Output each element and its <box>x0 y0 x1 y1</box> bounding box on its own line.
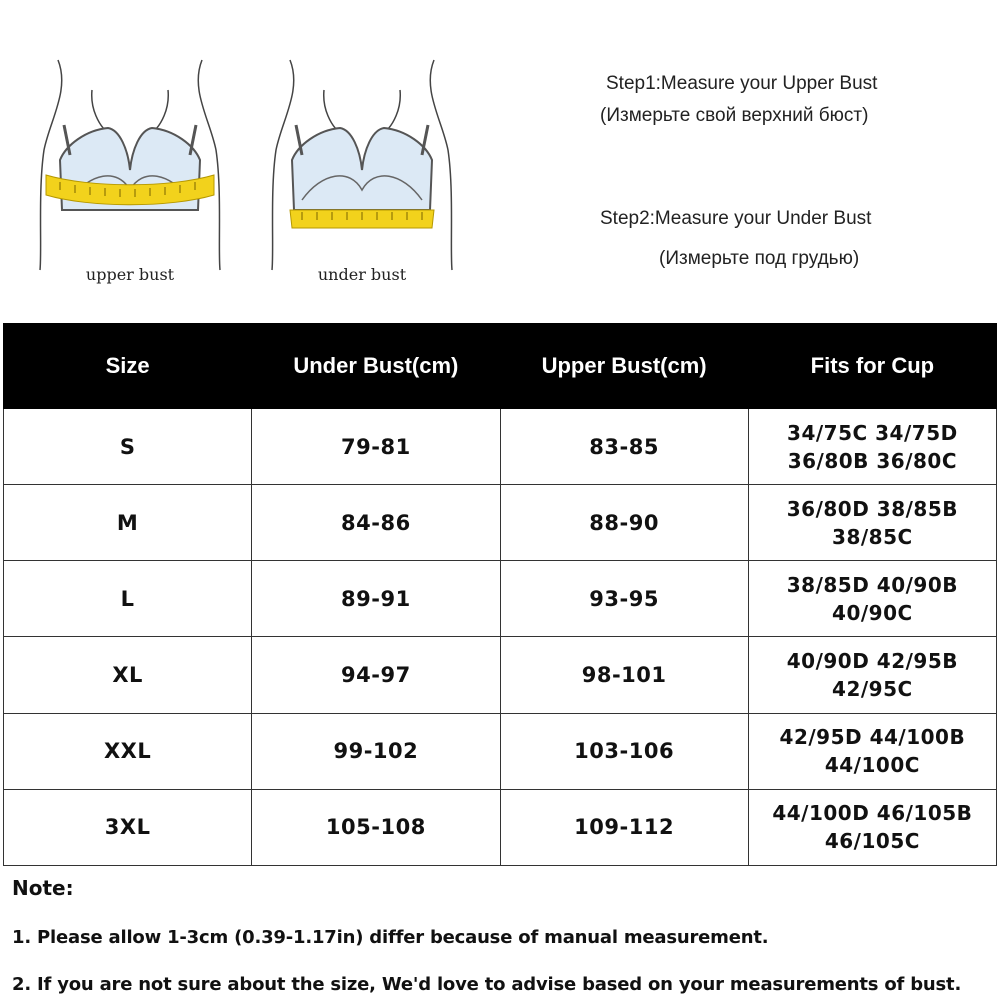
fit-line-1: 44/100D 46/105B <box>772 801 973 826</box>
size-cell: 3XL <box>4 789 252 865</box>
fits-for-cup-cell <box>748 713 996 789</box>
step2-text: Step2:Measure your Under Bust <box>600 208 872 229</box>
under-bust-cell: 105-108 <box>252 789 500 865</box>
fit-line-1: 40/90D 42/95B <box>786 649 958 674</box>
header-fits-for-cup: Fits for Cup <box>748 324 996 409</box>
table-row <box>4 789 997 865</box>
fits-for-cup-cell <box>748 561 996 637</box>
fits-for-cup-cell <box>748 637 996 713</box>
size-cell: S <box>4 409 252 485</box>
under-bust-illustration <box>262 50 462 290</box>
fit-line-1: 42/95D 44/100B <box>779 725 966 750</box>
size-cell: M <box>4 485 252 561</box>
table-row <box>4 561 997 637</box>
fit-line-1: 34/75C 34/75D <box>787 420 958 445</box>
fit-line-2: 46/105C <box>824 829 920 854</box>
under-bust-cell: 84-86 <box>252 485 500 561</box>
upper-bust-cell: 98-101 <box>500 637 748 713</box>
size-cell: L <box>4 561 252 637</box>
step1-text: Step1:Measure your Upper Bust <box>606 73 878 94</box>
step1-russian-text: (Измерьте свой верхний бюст) <box>600 105 869 126</box>
note-line-2: 2. If you are not sure about the size, We'd love to advise based on your measurements of bust. <box>12 974 962 995</box>
fit-line-2: 44/100C <box>824 753 920 778</box>
upper-bust-cell: 109-112 <box>500 789 748 865</box>
upper-bust-drawing <box>30 50 230 290</box>
under-bust-cell: 79-81 <box>252 409 500 485</box>
header-size: Size <box>4 324 252 409</box>
upper-bust-cell: 88-90 <box>500 485 748 561</box>
table-row <box>4 637 997 713</box>
upper-bust-cell: 103-106 <box>500 713 748 789</box>
upper-bust-cell: 93-95 <box>500 561 748 637</box>
fits-for-cup-cell <box>748 789 996 865</box>
under-bust-drawing <box>262 50 462 290</box>
fit-line-2: 42/95C <box>832 677 913 702</box>
note-title: Note: <box>12 876 74 900</box>
size-cell: XXL <box>4 713 252 789</box>
size-chart-table <box>3 323 997 866</box>
fit-line-1: 38/85D 40/90B <box>786 572 958 597</box>
table-header-row <box>4 324 997 409</box>
fits-for-cup-cell <box>748 485 996 561</box>
upper-bust-cell: 83-85 <box>500 409 748 485</box>
upper-bust-illustration <box>30 50 230 290</box>
table-row <box>4 409 997 485</box>
fit-line-2: 40/90C <box>832 600 913 625</box>
fit-line-2: 38/85C <box>832 524 913 549</box>
header-upper-bust: Upper Bust(cm) <box>500 324 748 409</box>
note-line-1: 1. Please allow 1-3cm (0.39-1.17in) differ because of manual measurement. <box>12 927 769 948</box>
table-row <box>4 713 997 789</box>
step2-russian-text: (Измерьте под грудью) <box>659 248 860 269</box>
under-bust-cell: 99-102 <box>252 713 500 789</box>
table-row <box>4 485 997 561</box>
fits-for-cup-cell <box>748 409 996 485</box>
fit-line-2: 36/80B 36/80C <box>787 448 958 473</box>
under-bust-cell: 89-91 <box>252 561 500 637</box>
under-bust-cell: 94-97 <box>252 637 500 713</box>
fit-line-1: 36/80D 38/85B <box>786 496 958 521</box>
upper-bust-label: upper bust <box>85 265 175 284</box>
size-cell: XL <box>4 637 252 713</box>
header-under-bust: Under Bust(cm) <box>252 324 500 409</box>
under-bust-label: under bust <box>317 265 407 284</box>
